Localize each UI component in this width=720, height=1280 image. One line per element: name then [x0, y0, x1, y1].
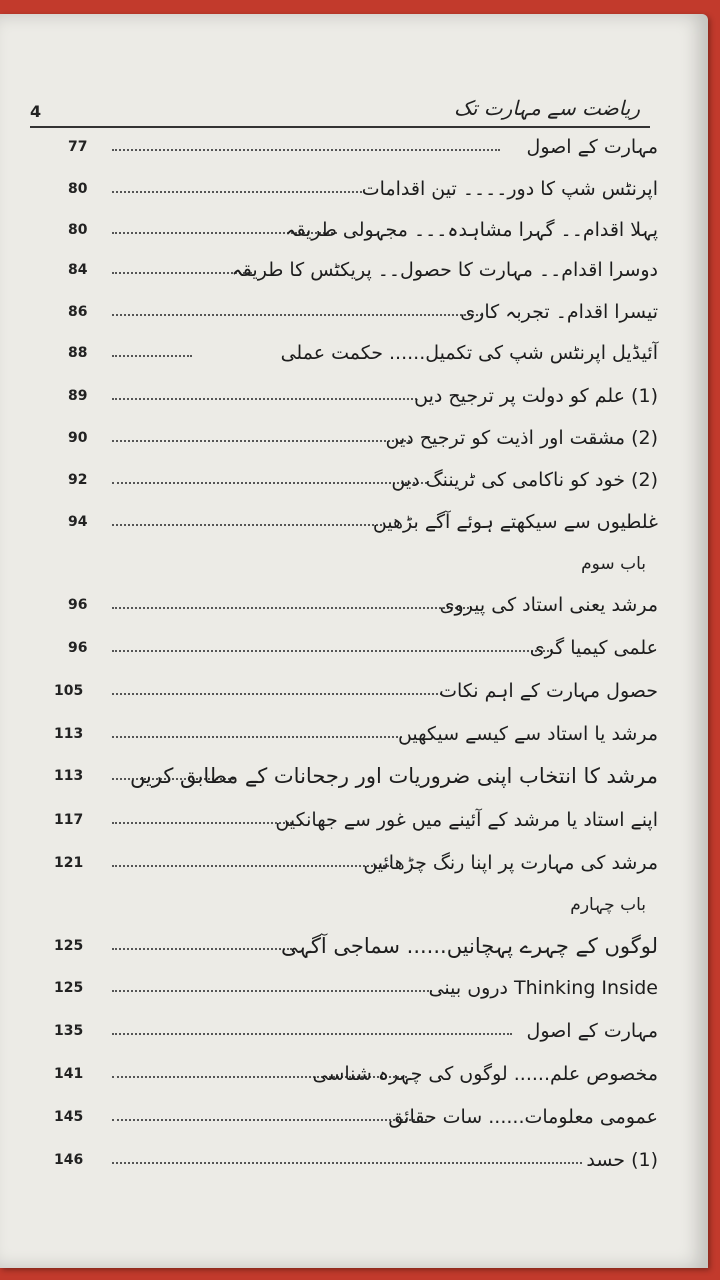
toc-page-number: 96: [68, 597, 88, 613]
leader-dots: [112, 355, 192, 357]
toc-title: غلطیوں سے سیکھتے ہوئے آگے بڑھیں: [372, 511, 658, 533]
toc-entry: [68, 418, 658, 458]
toc-entry: [54, 714, 658, 754]
toc-title: Thinking Inside دروں بینی: [428, 977, 658, 999]
toc-page-number: 125: [54, 980, 84, 996]
toc-entry: [68, 585, 658, 625]
toc-title: پہلا اقدام۔۔ گہرا مشاہدہ۔۔۔ مجہولی طریقہ: [285, 219, 658, 241]
toc-entry: [54, 1140, 658, 1180]
toc-entry: [54, 843, 658, 883]
toc-title: علمی کیمیا گری: [529, 637, 658, 659]
toc-title: مخصوص علم...... لوگوں کی چہرہ شناسی: [312, 1063, 658, 1085]
toc-entry: [68, 502, 658, 542]
toc-page-number: 94: [68, 514, 88, 530]
toc-page-number: 90: [68, 430, 88, 446]
leader-dots: [112, 948, 292, 950]
toc-page-number: 80: [68, 222, 88, 238]
toc-page-number: 125: [54, 938, 84, 954]
leader-dots: [112, 1033, 512, 1035]
toc-title: مرشد یعنی استاد کی پیروی: [439, 594, 658, 616]
toc-title: (1) حسد: [586, 1149, 658, 1171]
toc-entry: [54, 968, 658, 1008]
leader-dots: [112, 1162, 582, 1164]
toc-title: عمومی معلومات...... سات حقائق: [388, 1106, 658, 1128]
leader-dots: [112, 440, 410, 442]
toc-entry: [68, 210, 658, 250]
toc-entry: [54, 800, 658, 840]
toc-title: اپنے استاد یا مرشد کے آئینے میں غور سے جھانکیں: [275, 809, 658, 831]
leader-dots: [112, 693, 442, 695]
toc-page-number: 86: [68, 304, 88, 320]
toc-title: مرشد یا استاد سے کیسے سیکھیں: [397, 723, 658, 745]
toc-page-number: 89: [68, 388, 88, 404]
page-number: 4: [30, 102, 42, 121]
toc-title: آئیڈیل اپرنٹس شپ کی تکمیل...... حکمت عملی: [280, 342, 658, 364]
toc-title: (2) مشقت اور اذیت کو ترجیح دیں: [385, 427, 658, 449]
toc-title: (2) خود کو ناکامی کی ٹریننگ دیں: [391, 469, 658, 491]
toc-entry: [68, 169, 658, 209]
toc-title: حصول مہارت کے اہم نکات: [439, 680, 658, 702]
leader-dots: [112, 865, 392, 867]
toc-entry: [54, 756, 658, 796]
toc-page-number: 105: [54, 683, 84, 699]
toc-title: مہارت کے اصول: [526, 1020, 658, 1042]
leader-dots: [112, 822, 292, 824]
toc-page-number: 135: [54, 1023, 84, 1039]
leader-dots: [112, 482, 427, 484]
leader-dots: [112, 314, 482, 316]
leader-dots: [112, 191, 362, 193]
toc-entry: [54, 926, 658, 966]
toc-entry: [68, 250, 658, 290]
toc-entry: [54, 671, 658, 711]
toc-page-number: 80: [68, 181, 88, 197]
leader-dots: [112, 149, 500, 151]
toc-page-number: 141: [54, 1066, 84, 1082]
toc-entry: [68, 376, 658, 416]
toc-title: اپرنٹس شپ کا دور۔۔۔۔ تین اقدامات: [361, 178, 658, 200]
leader-dots: [112, 1119, 427, 1121]
toc-page-number: 92: [68, 472, 88, 488]
leader-dots: [112, 524, 382, 526]
book-page: [0, 14, 708, 1268]
toc-title: تیسرا اقدام۔ تجربہ کاری: [460, 301, 658, 323]
toc-page-number: 113: [54, 726, 84, 742]
leader-dots: [112, 398, 417, 400]
toc-entry: [68, 333, 658, 373]
toc-page-number: 117: [54, 812, 84, 828]
toc-page-number: 145: [54, 1109, 84, 1125]
toc-page-number: 146: [54, 1152, 84, 1168]
chapter-heading: باب چہارم: [570, 895, 646, 915]
toc-entry: [54, 1097, 658, 1137]
toc-page-number: 77: [68, 139, 88, 155]
toc-entry: [54, 1054, 658, 1094]
toc-entry: [68, 628, 658, 668]
toc-entry: [54, 1011, 658, 1051]
toc-title: مہارت کے اصول: [526, 136, 658, 158]
toc-entry: [68, 460, 658, 500]
toc-page-number: 113: [54, 768, 84, 784]
toc-title: مرشد کی مہارت پر اپنا رنگ چڑھائیں: [363, 852, 658, 874]
toc-title: مرشد کا انتخاب اپنی ضروریات اور رجحانات کے مطابق کریں: [129, 764, 658, 788]
running-title: ریاضت سے مہارت تک: [454, 96, 640, 120]
chapter-heading: باب سوم: [581, 554, 646, 574]
toc-page-number: 96: [68, 640, 88, 656]
toc-page-number: 88: [68, 345, 88, 361]
toc-page-number: 84: [68, 262, 88, 278]
leader-dots: [112, 736, 402, 738]
leader-dots: [112, 607, 472, 609]
toc-entry: [68, 127, 658, 167]
leader-dots: [112, 650, 552, 652]
toc-title: لوگوں کے چہرے پہچانیں...... سماجی آگہی: [281, 934, 658, 958]
toc-title: (1) علم کو دولت پر ترجیح دیں: [414, 385, 658, 407]
toc-page-number: 121: [54, 855, 84, 871]
leader-dots: [112, 990, 432, 992]
toc-title: دوسرا اقدام۔۔ مہارت کا حصول۔۔ پریکٹس کا طریقہ: [231, 259, 658, 281]
toc-entry: [68, 292, 658, 332]
